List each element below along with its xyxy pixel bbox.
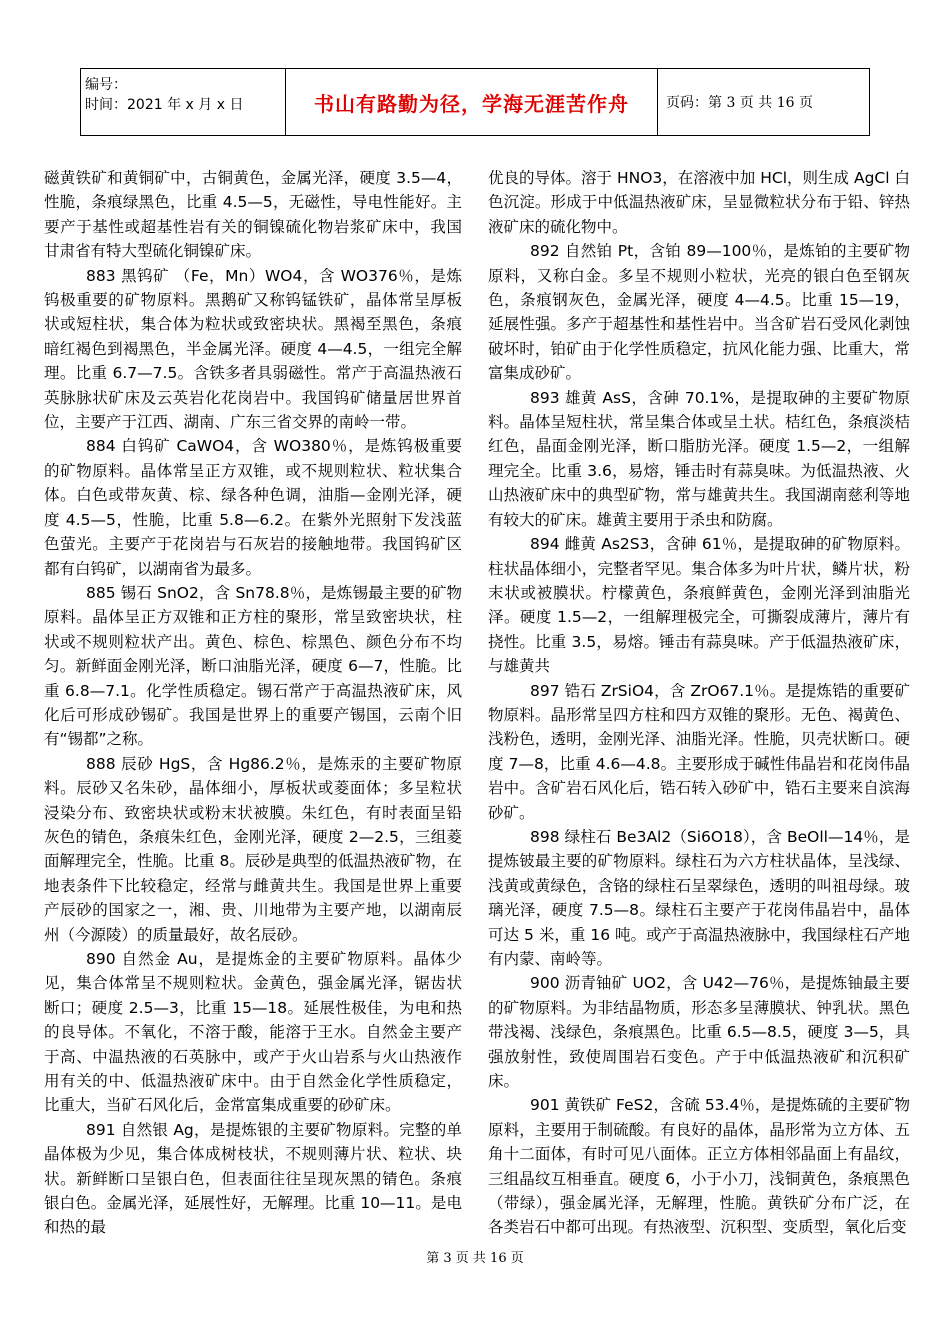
time-label: 时间：2021 年 x 月 x 日 bbox=[85, 97, 244, 113]
page-header bbox=[80, 68, 870, 136]
left-column bbox=[44, 166, 462, 1240]
paragraph: 893 雄黄 AsS，含砷 70.1%，是提取砷的主要矿物原料。晶体呈短柱状，常呈集合体或呈土状。桔红色，条痕淡桔红色，晶面金刚光泽，断口脂肪光泽。硬度 1.5—2，一组解理完全。比重 3.6，易熔，锤击时有蒜臭味。为低温热液、火山热液矿床中的典型矿物，常与雄黄共生。我国湖南慈利等地有较大的矿床。雄黄主要用于杀虫和防腐。 bbox=[488, 388, 910, 529]
paragraph: 890 自然金 Au，是提炼金的主要矿物原料。晶体少见，集合体常呈不规则粒状。金黄色，强金属光泽，锯齿状断口；硬度 2.5—3，比重 15—18。延展性极佳，为电和热的良导体。不氧化，不溶于酸，能溶于王水。自然金主要产于高、中温热液的石英脉中，或产于火山岩系与火山热液作用有关的中、低温热液矿床中。由于自然金化学性质稳定，比重大，当矿石风化后，金常富集成重要的砂矿床。 bbox=[44, 950, 462, 1115]
page-number-label: 页码：第 3 页 共 16 页 bbox=[666, 95, 813, 111]
paragraph: 892 自然铂 Pt，含铂 89—100％，是炼铂的主要矿物原料，又称白金。多呈不规则小粒状，光亮的银白色至钢灰色，条痕钢灰色，金属光泽，硬度 4—4.5。比重 15—19，延展性强。多产于超基性和基性岩中。当含矿岩石受风化剥蚀破坏时，铂矿由于化学性质稳定，抗风化能力强、比重大，常富集成砂矿。 bbox=[488, 242, 910, 383]
paragraph: 891 自然银 Ag，是提炼银的主要矿物原料。完整的单晶体极为少见，集合体成树枝状，不规则薄片状、粒状、块状。新鲜断口呈银白色，但表面往往呈现灰黑的锖色。条痕银白色。金属光泽，延展性好，无解理。比重 10—11。是电和热的最 bbox=[44, 1120, 462, 1237]
code-label: 编号： bbox=[85, 77, 127, 93]
paragraph: 885 锡石 SnO2，含 Sn78.8％，是炼锡最主要的矿物原料。晶体呈正方双锥和正方柱的聚形，常呈致密块状，柱状或不规则粒状产出。黄色、棕色、棕黑色、颜色分布不均匀。新鲜面金刚光泽，断口油脂光泽，硬度 6—7，性脆。比重 6.8—7.1。化学性质稳定。锡石常产于高温热液矿床，风化后可形成砂锡矿。我国是世界上的重要产锡国，云南个旧有“锡都”之称。 bbox=[44, 583, 462, 749]
right-column bbox=[488, 166, 910, 1240]
page-footer: 第 3 页 共 16 页 bbox=[426, 1251, 524, 1266]
paragraph: 901 黄铁矿 FeS2，含硫 53.4％，是提炼硫的主要矿物原料，主要用于制硫酸。有良好的晶体，晶形常为立方体、五角十二面体，有时可见八面体。正立方体相邻晶面上有晶纹，三组晶纹互相垂直。硬度 6，小于小刀，浅铜黄色，条痕黑色（带绿），强金属光泽，无解理，性脆。黄铁矿分布广泛，在各类岩石中都可出现。有热液型、沉积型、变质型，氧化后变 bbox=[488, 1096, 910, 1237]
paragraph: 884 白钨矿 CaWO4，含 WO380％，是炼钨极重要的矿物原料。晶体常呈正方双锥，或不规则粒状、粒状集合体。白色或带灰黄、棕、绿各种色调，油脂—金刚光泽，硬度 4.5—5，性脆，比重 5.8—6.2。在紫外光照射下发浅蓝色萤光。主要产于花岗岩与石灰岩的接触地带。我国钨矿区都有白钨矿，以湖南省为最多。 bbox=[44, 437, 462, 578]
paragraph: 900 沥青铀矿 UO2，含 U42—76％，是提炼铀最主要的矿物原料。为非结晶物质，形态多呈薄膜状、钟乳状。黑色带浅褐、浅绿色，条痕黑色。比重 6.5—8.5，硬度 3—5，具强放射性，致使周围岩石变色。产于中低温热液矿和沉积矿床。 bbox=[488, 974, 910, 1091]
paragraph: 888 辰砂 HgS，含 Hg86.2％，是炼汞的主要矿物原料。辰砂又名朱砂，晶体细小，厚板状或菱面体；多呈粒状浸染分布、致密块状或粉末状被膜。朱红色，有时表面呈铅灰色的锖色，条痕朱红色，金刚光泽，硬度 2—2.5，三组菱面解理完全，性脆。比重 8。辰砂是典型的低温热液矿物，在地表条件下比较稳定，经常与雌黄共生。我国是世界上重要产辰砂的国家之一，湘、贵、川地带为主要产地，以湖南辰州（今源陵）的质量最好，故名辰砂。 bbox=[44, 754, 462, 944]
header-meta bbox=[81, 69, 286, 135]
paragraph: 883 黑钨矿 （Fe，Mn）WO4，含 WO376％，是炼钨极重要的矿物原料。黑鹅矿又称钨锰铁矿，晶体常呈厚板状或短柱状，集合体为粒状或致密块状。黑褐至黑色，条痕暗红褐色到褐黑色，半金属光泽。硬度 4—4.5，一组完全解理。比重 6.7—7.5。含铁多者具弱磁性。常产于高温热液石英脉脉状矿床及云英岩化花岗岩中。我国钨矿储量居世界首位，主要产于江西、湖南、广东三省交界的南岭一带。 bbox=[44, 266, 462, 432]
paragraph: 897 锆石 ZrSiO4，含 ZrO67.1％。是提炼锆的重要矿物原料。晶形常呈四方柱和四方双锥的聚形。无色、褐黄色、浅粉色，透明，金刚光泽、油脂光泽。性脆，贝壳状断口。硬度 7—8，比重 4.6—4.8。主要形成于碱性伟晶岩和花岗伟晶岩中。含矿岩石风化后，锆石转入砂矿中，锆石主要来自滨海砂矿。 bbox=[488, 681, 910, 822]
paragraph: 894 雌黄 As2S3，含砷 61％，是提取砷的矿物原料。柱状晶体细小，完整者罕见。集合体多为叶片状，鳞片状，粉末状或被膜状。柠檬黄色，条痕鲜黄色，金刚光泽到油脂光泽。硬度 1.5—2，一组解理极完全，可撕裂成薄片，薄片有挠性。比重 3.5，易熔。锤击有蒜臭味。产于低温热液矿床，与雄黄共 bbox=[488, 535, 910, 676]
paragraph: 磁黄铁矿和黄铜矿中，古铜黄色，金属光泽，硬度 3.5—4，性脆，条痕绿黑色，比重 4.5—5，无磁性，导电性能好。主要产于基性或超基性岩有关的铜镍硫化物岩浆矿床中，我国甘肃省有特大型硫化铜镍矿床。 bbox=[44, 169, 462, 261]
motto: 书山有路勤为径，学海无涯苦作舟 bbox=[286, 69, 658, 135]
paragraph: 优良的导体。溶于 HNO3，在溶液中加 HCl，则生成 AgCl 白色沉淀。形成于中低温热液矿床，呈显微粒状分布于铅、锌热液矿床的硫化物中。 bbox=[488, 169, 910, 236]
paragraph: 898 绿柱石 Be3Al2（Si6O18），含 BeOll—14％，是提炼铍最主要的矿物原料。绿柱石为六方柱状晶体，呈浅绿、浅黄或黄绿色，含铬的绿柱石呈翠绿色，透明的叫祖母绿。玻璃光泽，硬度 7.5—8。绿柱石主要产于花岗伟晶岩中，晶体可达 5 米，重 16 吨。或产于高温热液脉中，我国绿柱石产地有内蒙、南岭等。 bbox=[488, 827, 910, 968]
